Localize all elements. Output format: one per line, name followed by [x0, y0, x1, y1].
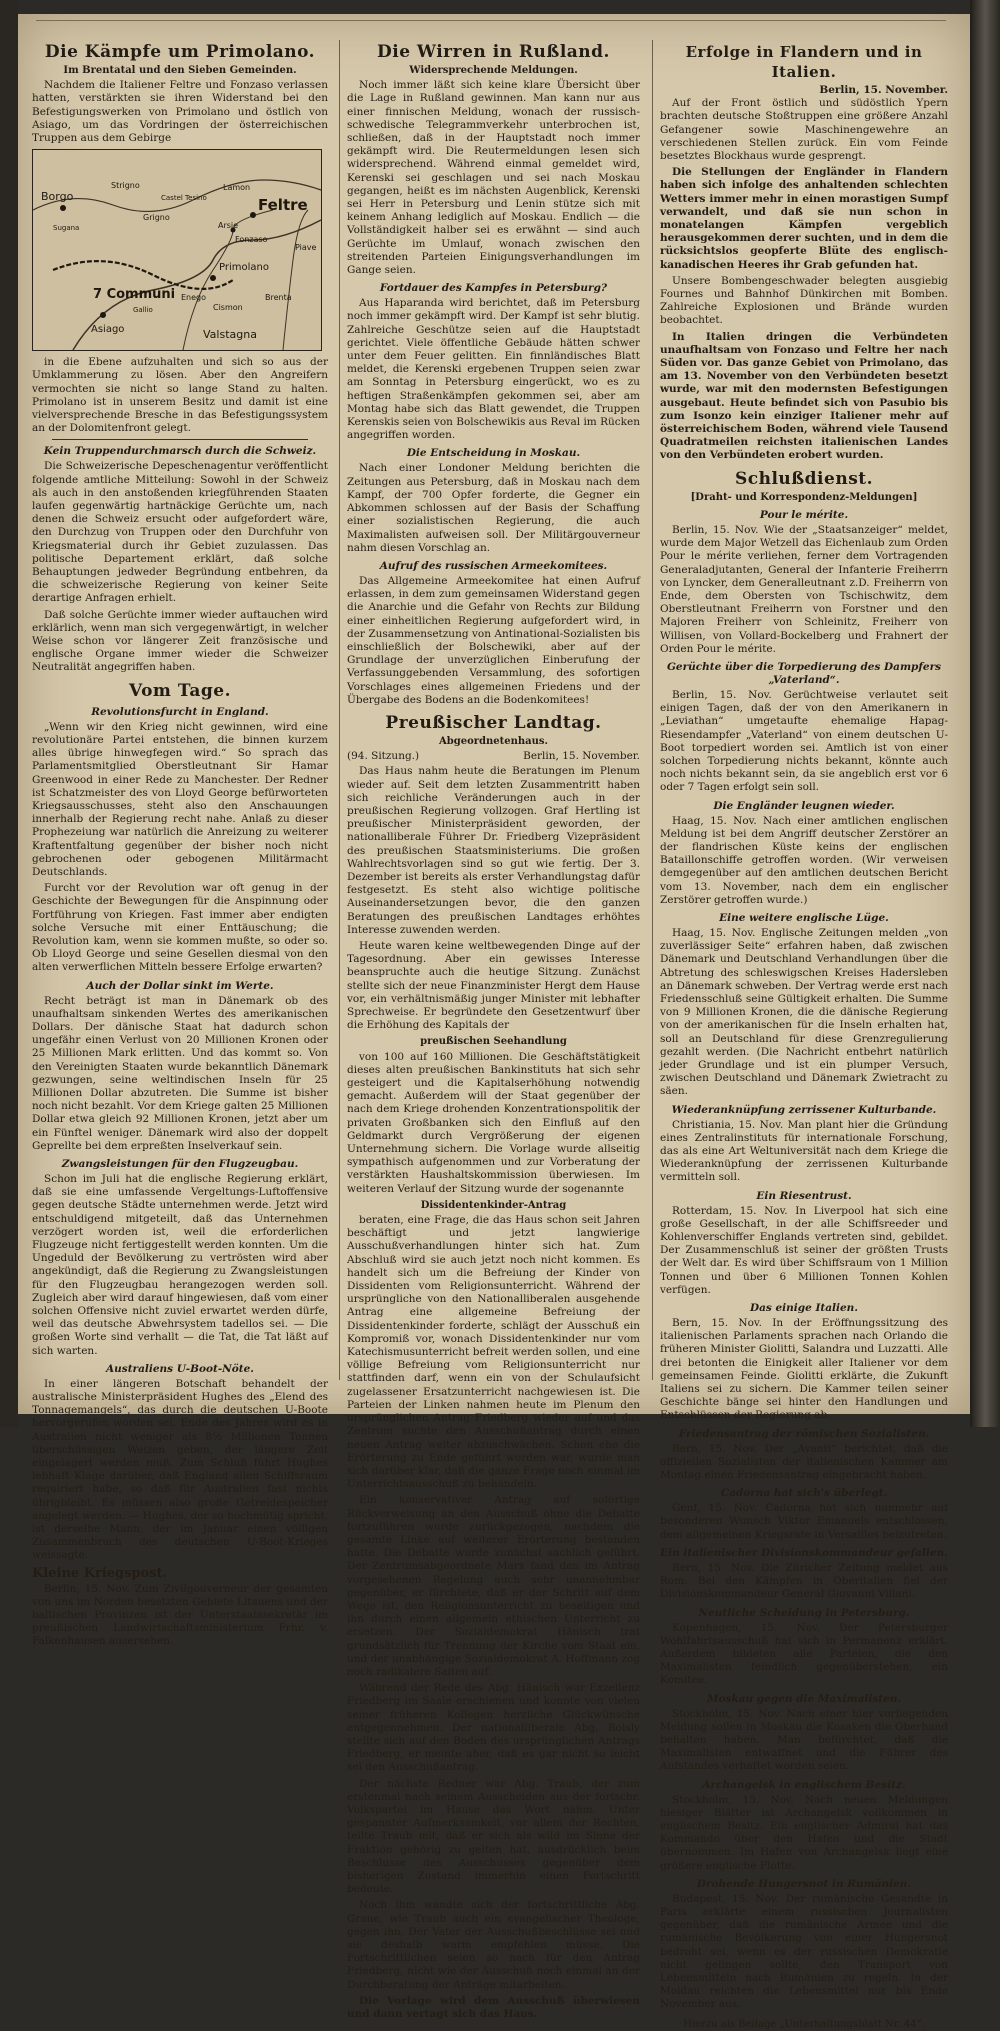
section-heading: Revolutionsfurcht in England. — [91, 705, 269, 718]
article-paragraph: Die Stellungen der Engländer in Flandern haben sich infolge des anhaltenden schlechten Wetters immer mehr in einen morastigen Sumpf verwandelt, und daß sie nun schon in monatelangen Kämpfen vergeblich herausgekommen derer suchten, und in dem die rücksichtslos geopferte Blüte des englisch-kanadischen Heeres ihr Grab gefunden hat. — [660, 166, 948, 271]
article-paragraph: Aus Haparanda wird berichtet, daß im Petersburg noch immer gekämpft wird. Der Kampf ist sehr blutig. Zahlreiche Geschütze seien auf die Hauptstadt gerichtet. Viele öffentliche Gebäude hätten schwer unter dem Feuer gelitten. Ein finnländisches Blatt meldet, die Kerenski ergebenen Truppen seien zwar am Sonntag in Petersburg eingerückt, wo es zu heftigen Straßenkämpfen gekommen sei, aber am Montag habe sich das Blatt gewendet, die Truppen Kerenskis seien von Bolschewikis aus Reval im Rücken angegriffen worden. — [347, 297, 640, 442]
article-paragraph: Nach einer Londoner Meldung berichten die Zeitungen aus Petersburg, daß in Moskau nach dem Kampf, der 700 Opfer forderte, die Gegner ein Abkommen schlossen auf der Basis der Schaffung einer sozialistischen Regierung, die auch Maximalisten aufweisen soll. Der Militärgouverneur nahm diesen Vorschlag an. — [347, 462, 640, 554]
battle-map — [32, 149, 322, 351]
news-item-text: Haag, 15. Nov. Englische Zeitungen melden „von zuverlässiger Seite“ erfahren haben, daß zwischen Dänemark und Deutschland Verhandlungen über die Abtretung des schleswigschen Kreises Hadersleben an Dänemark schweben. Der Vertrag werde erst nach Friedensschluß seine Gültigkeit erhalten. Die Summe von 9 Millionen Kronen, die die dänische Regierung von der amerikanischen für die Inseln erhalten hat, soll an Deutschland für diese Grenzregulierung gezahlt werden. (Die Nachricht entbehrt natürlich jeder Grundlage und ist ein plumper Versuch, zwischen Deutschland und Dänemark Zwietracht zu säen. — [660, 926, 948, 1098]
article-paragraph: Recht beträgt ist man in Dänemark ob des unaufhaltsam sinkenden Wertes des amerikanischen Dollars. Der dänische Staat hat dadurch schon ungefähr einen Verlust von 20 Millionen Kronen oder 25 Millionen Mark erlitten. Und das kommt so. Von den Vereinigten Staaten wurde bekanntlich Dänemark gezwungen, seine weltindischen Inseln für 25 Millionen Dollar abzutreten. Die Summe ist bisher noch nicht bezahlt. Vor dem Kriege galten 25 Millionen Dollar etwa gleich 92 Millionen Kronen, jetzt aber um ein Fünftel weniger. Dänemark wird also der doppelt Geprellte bei dem erpreßten Inselverkauf sein. — [32, 994, 328, 1152]
article-paragraph: Berlin, 15. Nov. Zum Zivilgouverneur der gesamten von uns im Norden besetzten Gebiete Litauens und der baltischen Provinzen ist der Unterstaatssekretär im preußischen Landwirtschaftsministerium Frhr. v. Falkenhausen ausersehen. — [32, 1582, 328, 1648]
map-label-brenta: Brenta — [265, 293, 292, 303]
article-paragraph: Die Vorlage wird dem Ausschuß überwiesen und dann vertagt sich das Haus. — [347, 1994, 640, 2021]
divider — [52, 439, 308, 440]
section-heading: preußischen Seehandlung — [420, 1036, 567, 1048]
article-title-landtag: Preußischer Landtag. — [385, 712, 602, 733]
map-label-enego: Enego — [181, 293, 207, 303]
map-label-fonzaso: Fonzaso — [235, 235, 268, 245]
map-label-strigno: Strigno — [111, 181, 140, 191]
column-3 — [660, 36, 948, 2030]
section-title-kriegspost: Kleine Kriegspost. — [32, 1565, 168, 1581]
article-paragraph: Unsere Bombengeschwader belegten ausgiebig Fournes und Bahnhof Dünkirchen mit Bomben. Zahlreiche Explosionen und Brände wurden beobachtet. — [660, 274, 948, 327]
map-label-feltre: Feltre — [258, 196, 308, 215]
header-rule — [36, 20, 946, 21]
section-heading: Widersprechende Meldungen. — [409, 65, 578, 76]
map-label-borgo: Borgo — [41, 190, 74, 204]
article-paragraph: Nachdem die Italiener Feltre und Fonzaso verlassen hatten, verstärkten sie ihren Widerstand bei den Befestigungswerken von Primolano und östlich von Asiago, um das Vordringen der österreichischen Truppen aus dem Gebirge — [32, 79, 328, 145]
article-paragraph: beraten, eine Frage, die das Haus schon seit Jahren beschäftigt und jetzt langwierige Ausschußverhandlungen hinter sich hat. Zum Abschluß wird sie auch jetzt noch nicht kommen. Es handelt sich um die Befreiung der Kinder von Dissidenten vom Religionsunterricht. Während der ursprüngliche von den Nationalliberalen ausgehende Antrag eine allgemeine Befreiung der Dissidentenkinder forderte, schlägt der Ausschuß ein Kompromiß vor, wonach Dissidentenkinder nur vom Katechismusunterricht befreit werden sollen, und eine völlige Befreiung vom Religionsunterricht nur stattfinden darf, wenn ein von der Schulaufsicht zugelassener Ersatzunterricht nachgewiesen ist. Die Parteien der Linken nahmen heute im Plenum den ursprünglichen Antrag Friedberg wieder auf und das Zentrum suchte den Ausschußantrag durch einen neuen Antrag weiter abzuschwächen. Schon ehe die Erörterung zu Ende geführt worden war, wurde man sich darüber klar, daß die ganze Frage noch einmal im Unterrichtsausschuß zu behandeln. — [347, 1214, 640, 1491]
section-heading: Fortdauer des Kampfes in Petersburg? — [379, 282, 608, 295]
section-heading: Aufruf des russischen Armeekomitees. — [379, 559, 608, 572]
battle-map-figure — [33, 150, 321, 350]
map-label-arsie: Arsie — [218, 221, 239, 231]
news-item-heading: Archangelsk in englischem Besitz. — [702, 1778, 906, 1791]
section-heading: Auch der Dollar sinkt im Werte. — [86, 979, 274, 992]
news-item-text: Berlin, 15. Nov. Gerüchtweise verlautet seit einigen Tagen, daß der von den Amerikanern in „Leviathan“ umgetaufte ehemalige Hapag-Riesendampfer „Vaterland“ von einem deutschen U-Boot torpediert worden sei. Amtlich ist von einer solchen Torpedierung nichts bekannt, könnte auch noch nichts bekannt sein, da sie angeblich erst vor 6 oder 7 Tagen erfolgt sein soll. — [660, 688, 948, 794]
section-heading: Dissidentenkinder-Antrag — [420, 1199, 567, 1211]
news-item-text: Rotterdam, 15. Nov. In Liverpool hat sich eine große Gesellschaft, in der alle Schiffsreeder und Kohlenverschiffer Englands vertreten sind, gebildet. Der Zusammenschluß ist seiner der größten Trusts der Welt dar. Es wird über Schiffsraum von 1 Million Tonnen und über 6 Millionen Tonnen Kohlen verfügen. — [660, 1204, 948, 1296]
news-item-text: Genf, 15. Nov. Cadorna hat sich nunmehr auf besonderen Wunsch Viktor Emanuels entschlossen, dem allgemeinen Kriegsrate in Versailles beizutreten. — [660, 1502, 948, 1541]
dateline: Berlin, 15. November. — [819, 84, 948, 96]
news-item-heading: Die Engländer leugnen wieder. — [713, 799, 895, 812]
article-paragraph: Noch ihm wandte sich der fortschrittliche Abg. Graue, wie Traub auch ein evangelischer Theologe, gegen ihn. Der Vater der Ausschußbeschlüsse sei und sie deshalb warm empfehlen müsse. Die Fortschrittlichen seien so nach für den Antrag Friedberg, nicht wie der Ausschuß noch einmal an der Durchberatung der Anträge mitarbeiten. — [347, 1899, 640, 1991]
news-item-heading: Friedensantrag der römischen Sozialisten. — [678, 1427, 930, 1440]
map-label-7-communi: 7 Communi — [93, 287, 176, 303]
map-label-piave: Piave — [295, 243, 317, 253]
news-item-text: Stockholm, 15. Nov. Nach neuen Meldungen hiesiger Blätter ist Archangelsk vollkommen in englischem Besitz. Ein englischer Admiral hat das Kommando über den Hafen und die Stadt übernommen. Im Hafen von Archangelsk liegt eine größere englische Flotte. — [660, 1793, 948, 1872]
news-item-heading: Drohende Hungersnot in Rumänien. — [696, 1877, 912, 1890]
news-items — [660, 509, 948, 2012]
news-item-heading: Das einige Italien. — [750, 1302, 858, 1315]
news-item-heading: Moskau gegen die Maximalisten. — [706, 1692, 902, 1705]
section-heading: Kein Truppendurchmarsch durch die Schweiz. — [43, 445, 317, 458]
article-paragraph: Schon im Juli hat die englische Regierung erklärt, daß sie eine umfassende Vergeltungs-Luftoffensive gegen deutsche Städte unternehmen werde. Jetzt wird entschuldigend mitgeteilt, daß das Unternehmen verzögert worden ist, weil die erforderlichen Flugzeuge nicht fertiggestellt werden konnten. Um die Ungeduld der Bevölkerung zu vertrösten wird aber angekündigt, daß die Regierung zu Zwangsleistungen für den Flugzeugbau herangezogen werden soll. Zugleich aber wird darauf hingewiesen, daß vom einer solchen Offensive nicht zuviel erwartet werden dürfe, weil das deutsche Abwehrsystem tadellos sei. — Die großen Worte sind verhallt — die Tat, die Tat läßt auf sich warten. — [32, 1172, 328, 1357]
news-item-text: Stockholm, 15. Nov. Nach einer hier vorliegenden Meldung sollen in Moskau die Kosaken die Oberhand behalten haben. Man befürchtet, daß die Maximalisten entwaffnet und die Führer des Aufstandes verhaftet worden seien. — [660, 1707, 948, 1773]
article-title-erfolge: Erfolge in Flandern und in Italien. — [685, 43, 923, 81]
news-item-heading: Cadorna hat sich's überlegt. — [720, 1487, 888, 1500]
article-title-russland: Die Wirren in Rußland. — [377, 42, 610, 62]
news-item-text: Kopenhagen, 15. Nov. Der Petersburger Wohlfahrtsausschuß hat sich in Permanenz erklärt. Außerdem bildeten alle Parteien, die den Maximalisten feindlich gegenüberstehen, ein Komitee. — [660, 1621, 948, 1687]
supplement-note: Hierzu als Beilage „Unterhaltungsblatt Nr. 44“. — [683, 2018, 925, 2030]
scan-left-edge — [0, 0, 18, 1427]
article-paragraph: von 100 auf 160 Millionen. Die Geschäftstätigkeit dieses alten preußischen Bankinstituts hat sich sehr gesteigert und die Kapitalserhöhung notwendig gemacht. Außerdem will der Staat gegenüber der nach dem Kriege drohenden Konzentrationspolitik der privaten Großbanken sich den Einfluß auf den Geldmarkt durch Vergrößerung der eigenen Unternehmung sichern. Die Vorlage wurde allseitig sympathisch aufgenommen und zur Vorberatung der verstärkten Haushaltskommission überwiesen. Im weiteren Verlauf der Sitzung wurde der sogenannte — [347, 1050, 640, 1195]
article-paragraph: Das Haus nahm heute die Beratungen im Plenum wieder auf. Seit dem letzten Zusammentritt haben sich reichliche Veränderungen auch in der preußischen Regierung vollzogen. Graf Hertling ist preußischer Ministerpräsident geworden, der nationalliberale Führer Dr. Friedberg Vizepräsident des preußischen Staatsministeriums. Die großen Wahlrechtsvorlagen sind so gut wie fertig. Der 3. Dezember ist bereits als erster Verhandlungstag dafür festgesetzt. Es steht also wichtige politische Auseinandersetzungen bevor, die den ganzen Beratungen des preußischen Landtages erhöhtes Interesse zuwenden werden. — [347, 765, 640, 936]
news-item-heading: Ein italienischer Divisionskommandeur gefallen. — [660, 1546, 948, 1559]
article-paragraph: Der nächste Redner war Abg. Traub, der zum erstenmal nach seinem Ausscheiden aus der fortschr. Volkspartei im Hause das Wort nahm. Unter gespannter Aufmerksamkeit, vor allem der Rechten, teilte Traub mit, daß er sich als wild im Sinne der Fraktion gehörig zu gelten hat, ausdrücklich beim Beschlusse des Ausschusses gegenüber dem bisherigen Zustand immerhin einen Fortschritt bedeute. — [347, 1777, 640, 1896]
news-item-text: Bern, 15. Nov. Die Züricher Zeitung meldet aus Rom: Bei den Kämpfen in Oberitalien fiel der Divisionskommandeur General Giovanni Villani. — [660, 1561, 948, 1601]
session-line — [347, 750, 640, 763]
article-paragraph: „Wenn wir den Krieg nicht gewinnen, wird eine revolutionäre Partei entstehen, die binnen kurzem alles übrige hinwegfegen wird.“ So sprach das Parlamentsmitglied Oberstleutnant Sir Hamar Greenwood in einer Rede zu Manchester. Der Redner ist Schatzmeister des von Lloyd George befürworteten Kriegsausschusses, steht also den Anschauungen innerhalb der Regierung recht nahe. Anlaß zu dieser Prophezeiung war natürlich die Anreizung zu weiterer Kraftentfaltung gegenüber der bisher noch nicht gebrochenen oder gebogenen Militärmacht Deutschlands. — [32, 720, 328, 878]
map-label-castel-tesino: Castel Tesino — [161, 194, 207, 203]
news-item-text: Christiania, 15. Nov. Man plant hier die Gründung eines Zentralinstituts für internationale Forschung, das als eine Art Weltuniversität nach dem Kriege die Wiederanknüpfung der zerrissenen Kulturbande vermitteln soll. — [660, 1118, 948, 1184]
article-title-primolano: Die Kämpfe um Primolano. — [44, 42, 316, 62]
article-paragraph: Daß solche Gerüchte immer wieder auftauchen wird erklärlich, wenn man sich vergegenwärtigt, in welcher Weise schon vor längerer Zeit französische und englische Organe immer wieder die Schweizer Neutralität angegriffen haben. — [32, 608, 328, 674]
article-paragraph: Furcht vor der Revolution war oft genug in der Geschichte der Bewegungen für die Anspinnung oder Fortführung von Kriegen. Fast immer aber endigten solche Versuche mit einer Enttäuschung; die Revolution kam, wenn sie kommen mußte, so oder so. Ob Lloyd George und seine Gesellen diesmal von den alten verwerflichen Mitteln bessere Erfolge erwarten? — [32, 882, 328, 974]
section-title-schlussdienst: Schlußdienst. — [734, 468, 874, 489]
news-item-heading: Gerüchte über die Torpedierung des Dampfers „Vaterland“. — [666, 660, 942, 686]
news-item-heading: Neutliche Scheidung in Petersburg. — [698, 1606, 910, 1619]
article-paragraph: Ein konservativer Antrag auf sofortige Rückverweisung an den Ausschuß ohne die Debatte fortzuführen wurde zurückgezogen, nachdem die gesamte Linke auf weiterer Erörterung bestanden hatte. Die Debatte wurde zunächst sachlich geführt. Der Zentrumsabgeordnete Marx fand den im Antrag vorgesehenen Regelung auch sehr unannehmbar gegenüber, er fürchtete, daß er der Schritt auf dem Wege ist, den Religionsunterricht zu beseitigen und ihn durch einen allgemein ethischen Unterricht zu ersetzen. Der Sozialdemokrat Hänisch trat grundsätzlich für Trennung der Kirche vom Staat ein, und der unabhängige Sozialdemokrat A. Hoffmann zog noch radikalere Saiten auf. — [347, 1494, 640, 1678]
section-subtitle: [Draht- und Korrespondenz-Meldungen] — [690, 491, 918, 503]
page-binding-edge — [970, 0, 1000, 1427]
map-label-primolano: Primolano — [219, 262, 269, 274]
article-paragraph: Noch immer läßt sich keine klare Übersicht über die Lage in Rußland gewinnen. Man kann nur aus einer finnischen Meldung, wonach der russisch-schwedische Telegrammverkehr unterbrochen ist, schließen, daß in der Hauptstadt noch immer gekämpft wird. Die Reutermeldungen lesen sich widersprechend. Während einmal gemeldet wird, Kerenski sei geschlagen und sei nach Moskau gegangen, heißt es im nächsten Augenblick, Kerenski sei Herr in Petersburg und Lenin stütze sich mit keinem Anhang lediglich auf Moskau. Endlich — die Vollständigkeit halber sei es erwähnt — sind auch Gerüchte im Umlauf, wonach zwischen den streitenden Parteien Einigungsverhandlungen im Gange seien. — [347, 79, 640, 277]
map-label-valstagna: Valstagna — [203, 328, 257, 342]
news-item-text: Berlin, 15. Nov. Wie der „Staatsanzeiger“ meldet, wurde dem Major Wetzell das Eichenlaub zum Orden Pour le mérite verliehen, ferner dem Vortragenden Generaladjutanten, General der Infanterie Freiherrn von Lyncker, dem Generalleutnant z.D. Freiherrn von Ende, dem Obersten von Tschischwitz, dem Oberstleutnant Freiherrn von Forstner und den Majoren Freiherr von Schleinitz, Freiherr von Willisen, von Vollard-Bockelberg und Frahnert der Orden Pour le mérite. — [660, 523, 948, 655]
news-item-heading: Eine weitere englische Lüge. — [719, 911, 889, 924]
article-paragraph: Auf der Front östlich und südöstlich Ypern brachten deutsche Stoßtruppen eine größere Anzahl Gefangener sowie Maschinengewehre an verschiedenen Stellen zurück. Ein vom Feinde besetztes Blockhaus wurde gesprengt. — [660, 97, 948, 163]
news-item-text: Budapest, 15. Nov. Der rumänische Gesandte in Paris erklärte einem russischen Journalisten gegenüber, daß die rumänische Armee und die rumänische Bevölkerung von einer Hungersnot bedroht sei, wenn es der russischen Demokratie nicht gelingen sollte, den Transport von Lebensmitteln nach Rumänien zu regeln. In der Moldau reichten die Lebensmittel nur bis Ende November aus. — [660, 1892, 948, 2011]
map-label-lamon: Lamon — [223, 183, 251, 193]
map-label-asiago: Asiago — [91, 324, 125, 336]
news-item-heading: Ein Riesentrust. — [756, 1189, 852, 1202]
article-paragraph: Das Allgemeine Armeekomitee hat einen Aufruf erlassen, in dem zum gemeinsamen Widerstand gegen die Anarchie und die Gefahr von Rechts zur Bildung einer einheitlichen Regierung aufgefordert wird, in der Zusammensetzung von Antinational-Sozialisten bis einschließlich der Bolschewiki, aber auf der Grundlage der unverzüglichen Einberufung der Verfassunggebenden Versammlung, des sofortigen Vorschlages eines allgemeinen Friedens und der Übergabe des Bodens an die Bodenkomitees! — [347, 574, 640, 706]
section-heading: Die Entscheidung in Moskau. — [406, 447, 581, 460]
news-item-text: Bern, 15. Nov. Der „Avanti“ berichtet, daß die offiziellen Sozialisten der italienischen Kammer am Montag einen Friedensantrag eingebracht haben. — [660, 1442, 948, 1482]
article-paragraph: In einer längeren Botschaft behandelt der australische Ministerpräsident Hughes des „Elend des Tonnagemangels“, das durch die deutschen U-Boote hervorgerufen worden sei. Ende des Jahres wird es in Australien nicht weniger als 8½ Millionen Tonnen überschüssigen Weizen geben, der längere Zeit eingelagert werden muß. Zum Schluß führt Hughes lebhaft Klage darüber, daß England allen Schiffsraum requiriert habe, so daß für Australien fast nichts übrigbleibt. Es müssen also große Getreidespeicher angelegt werden. — Hughes, der so hochmütig spricht, ist derselbe Mann, der im Januar einen völligen Zusammenbruch des deutschen U-Boot-Krieges weissagte. — [32, 1377, 328, 1562]
article-paragraph: In Italien dringen die Verbündeten unaufhaltsam von Fonzaso und Feltre her nach Süden vor. Das ganze Gebiet von Primolano, das am 13. November von den Verbündeten besetzt wurde, war mit den modernsten Befestigungen ausgebaut. Heute befindet sich von Pasubio bis zum Isonzo kein einziger Italiener mehr auf österreichischem Boden, während viele Tausend Quadratmeilen reichsten italienischen Landes von den Verbündeten erobert wurden. — [660, 330, 948, 462]
column-1 — [32, 36, 328, 1648]
column-rule-2 — [652, 40, 653, 1380]
map-label-grigno: Grigno — [143, 213, 170, 223]
map-label-cismon: Cismon — [213, 303, 243, 313]
article-subtitle: Im Brentatal und den Sieben Gemeinden. — [63, 65, 297, 76]
section-heading: Zwangsleistungen für den Flugzeugbau. — [61, 1157, 299, 1170]
column-2 — [347, 36, 640, 2021]
section-heading: Abgeordnetenhaus. — [438, 735, 549, 747]
article-paragraph: Heute waren keine weltbewegenden Dinge auf der Tagesordnung. Aber ein gewisses Interesse beanspruchte auch die heutige Sitzung. Zunächst stellte sich der neue Finanzminister Hergt dem Hause vor, ein verhältnismäßig junger Minister mit lebhafter Sprechweise. Er begründete den Gesetzentwurf über die Erhöhung des Kapitals der — [347, 939, 640, 1032]
dateline: Berlin, 15. November. — [523, 750, 640, 763]
map-label-sugana: Sugana — [53, 224, 80, 233]
article-paragraph: Während der Rede des Abg. Hänisch war Exzellenz Friedberg im Saale erschienen und konnte von vielen seiner früheren Kollegen herzliche Glückwünsche entgegennehmen. Der nationalliberale Abg. Boisly stellte sich auf den Boden des ursprünglichen Antrags Friedberg, er meinte aber, daß es gar nicht so leicht sei den Ausschußantrag. — [347, 1682, 640, 1774]
map-label-gallio: Gallio — [133, 306, 153, 315]
article-paragraph: in die Ebene aufzuhalten und sich so aus der Umklammerung zu lösen. Aber den Angreifern vermochten sie nicht so lange Stand zu halten. Primolano ist in unserem Besitz und damit ist eine vielversprechende Bresche in das Befestigungssystem an der Dolomitenfront gelegt. — [32, 356, 328, 435]
column-rule-1 — [339, 40, 340, 1380]
section-title-vom-tage: Vom Tage. — [128, 680, 232, 701]
news-item-text: Haag, 15. Nov. Nach einer amtlichen englischen Meldung ist bei dem Angriff deutscher Zerstörer an der flandrischen Küste keins der englischen Bataillonschiffe getroffen worden. (Wir verweisen demgegenüber auf den amtlichen deutschen Bericht vom 13. November, nach dem ein englischer Zerstörer getroffen wurde.) — [660, 814, 948, 906]
section-heading: Australiens U-Boot-Nöte. — [106, 1362, 254, 1375]
session-number: (94. Sitzung.) — [347, 750, 420, 763]
news-item-text: Bern, 15. Nov. In der Eröffnungssitzung des italienischen Parlaments sprachen nach Orlando die früheren Minister Giolitti, Salandra und Luzzatti. Alle drei betonten die Einigkeit aller Italiener vor dem gemeinsamen Feinde. Giolitti erklärte, die Zukunft Italiens sei zu sichern. Die Kammer teilen seiner Geschichte bänge sei hinter den Handlungen und Entschlüssen der Regierung ab. — [660, 1317, 948, 1422]
news-item-heading: Pour le mérite. — [759, 508, 849, 521]
news-item-heading: Wiederanknüpfung zerrissener Kulturbande. — [671, 1103, 937, 1116]
article-paragraph: Die Schweizerische Depeschenagentur veröffentlicht folgende amtliche Mitteilung: Sowohl in der Schweiz als auch in den anstoßenden kriegführenden Staaten laufen gegenwärtig hartnäckige Gerüchte um, nach denen die Schweiz ersucht oder aufgefordert wäre, den Durchzug von Truppen oder den Durchfuhr von Kriegsmaterial durch ihr Gebiet zuzulassen. Das politische Departement erklärt, daß solche Behauptungen jedweder Begründung entbehren, da die schweizerische Regierung von keiner Seite derartige Anfragen erhielt. — [32, 460, 328, 605]
